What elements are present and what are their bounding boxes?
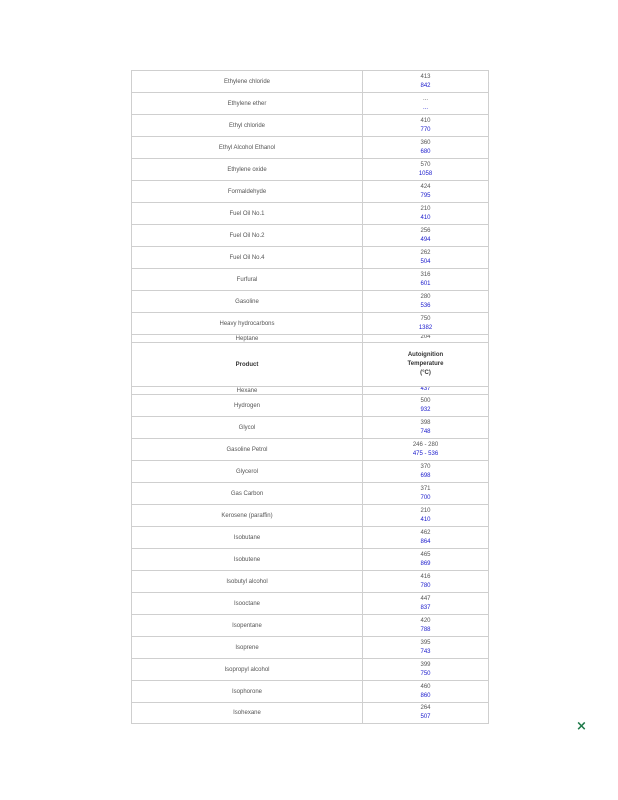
temperature-cell <box>363 505 488 526</box>
temp-c-value: 536 <box>420 302 431 309</box>
temp-c-value: 410 <box>420 516 431 523</box>
table-row <box>132 460 488 482</box>
temp-c-value: 837 <box>420 604 431 611</box>
close-icon[interactable]: × <box>576 719 587 734</box>
temperature-cell <box>363 225 488 246</box>
temp-f-value: 395 <box>420 639 431 646</box>
temperature-cell <box>363 637 488 658</box>
temp-f-value: 413 <box>420 73 431 80</box>
temp-f-value: 420 <box>420 617 431 624</box>
product-cell: Glycol <box>132 417 363 438</box>
temp-c-value: 860 <box>420 692 431 699</box>
table-row <box>132 246 488 268</box>
table-row <box>132 70 488 92</box>
product-cell: Kerosene (paraffin) <box>132 505 363 526</box>
table-row <box>132 92 488 114</box>
temp-c-value: 748 <box>420 428 431 435</box>
table-row <box>132 570 488 592</box>
temp-c-value: 601 <box>420 280 431 287</box>
temp-c-value: 780 <box>420 582 431 589</box>
temperature-cell <box>363 203 488 224</box>
temperature-cell <box>363 395 488 416</box>
product-header: Product <box>132 343 363 386</box>
temperature-cell <box>363 159 488 180</box>
product-cell: Fuel Oil No.2 <box>132 225 363 246</box>
temperature-cell <box>363 571 488 592</box>
temp-f-value: 460 <box>420 683 431 690</box>
temperature-cell <box>363 439 488 460</box>
product-cell: Ethyl Alcohol Ethanol <box>132 137 363 158</box>
table-row <box>132 268 488 290</box>
temp-c-value: 932 <box>420 406 431 413</box>
table-row <box>132 592 488 614</box>
temperature-cell <box>363 269 488 290</box>
temperature-cell <box>363 681 488 702</box>
temperature-cell <box>363 593 488 614</box>
temperature-header-line: (°C) <box>420 370 431 376</box>
temperature-cell <box>363 313 488 334</box>
product-cell: Isobutene <box>132 549 363 570</box>
temperature-cell <box>363 461 488 482</box>
temp-f-value: 750 <box>420 315 431 322</box>
product-cell: Ethyl chloride <box>132 115 363 136</box>
temperature-cell <box>363 703 488 723</box>
table-row <box>132 202 488 224</box>
temp-c-value: 494 <box>420 236 431 243</box>
temp-c-value: 1382 <box>418 324 433 331</box>
temp-c-value: 475 - 536 <box>412 450 439 457</box>
temp-c-value: 698 <box>420 472 431 479</box>
temp-f-value: 465 <box>420 551 431 558</box>
product-cell: Gas Carbon <box>132 483 363 504</box>
table-row <box>132 548 488 570</box>
product-cell: Isopentane <box>132 615 363 636</box>
autoignition-table <box>131 70 489 724</box>
product-cell: Heavy hydrocarbons <box>132 313 363 334</box>
temp-f-value: 416 <box>420 573 431 580</box>
table-row <box>132 394 488 416</box>
temp-f-value: 210 <box>420 507 431 514</box>
temp-f-value: 500 <box>420 397 431 404</box>
product-cell: Gasoline Petrol <box>132 439 363 460</box>
product-cell: Isooctane <box>132 593 363 614</box>
temperature-cell <box>363 71 488 92</box>
temperature-cell <box>363 137 488 158</box>
temp-f-value: 371 <box>420 485 431 492</box>
temp-c-value: 437 <box>420 387 431 392</box>
temperature-cell <box>363 247 488 268</box>
temperature-header <box>363 343 488 386</box>
table-row <box>132 136 488 158</box>
temperature-cell <box>363 291 488 312</box>
temp-c-value: 504 <box>420 258 431 265</box>
temperature-cell <box>363 335 488 342</box>
temp-c-value: 680 <box>420 148 431 155</box>
table-row <box>132 658 488 680</box>
temperature-cell <box>363 93 488 114</box>
temperature-cell <box>363 483 488 504</box>
temp-c-value: 842 <box>420 82 431 89</box>
table-row <box>132 312 488 334</box>
temp-f-value: 424 <box>420 183 431 190</box>
temp-c-value: 864 <box>420 538 431 545</box>
table-row <box>132 224 488 246</box>
temp-f-value: 246 - 280 <box>412 441 439 448</box>
temperature-header-line: Autoignition <box>407 352 444 358</box>
temperature-cell <box>363 615 488 636</box>
table-row <box>132 290 488 312</box>
product-cell: Heptane <box>132 335 363 342</box>
product-cell: Furfural <box>132 269 363 290</box>
temp-f-value: 399 <box>420 661 431 668</box>
table-row <box>132 636 488 658</box>
temp-c-value: 507 <box>420 714 431 720</box>
temperature-cell <box>363 181 488 202</box>
table-row <box>132 680 488 702</box>
product-cell: Isobutane <box>132 527 363 548</box>
table-row <box>132 386 488 394</box>
temp-f-value: 262 <box>420 249 431 256</box>
temp-c-value: 750 <box>420 670 431 677</box>
product-cell: Isobutyl alcohol <box>132 571 363 592</box>
temp-f-value: 256 <box>420 227 431 234</box>
temperature-cell <box>363 387 488 394</box>
temp-f-value: 462 <box>420 529 431 536</box>
temp-f-value: ... <box>422 95 428 102</box>
temp-c-value: 1058 <box>418 170 433 177</box>
temp-c-value: 770 <box>420 126 431 133</box>
product-cell: Formaldehyde <box>132 181 363 202</box>
temperature-cell <box>363 527 488 548</box>
temp-c-value: 788 <box>420 626 431 633</box>
product-cell: Glycerol <box>132 461 363 482</box>
table-row <box>132 158 488 180</box>
temp-f-value: 447 <box>420 595 431 602</box>
temperature-header-line: Temperature <box>407 361 444 367</box>
temperature-cell <box>363 659 488 680</box>
product-cell: Isopropyl alcohol <box>132 659 363 680</box>
temp-f-value: 570 <box>420 161 431 168</box>
table-row <box>132 438 488 460</box>
table-row <box>132 504 488 526</box>
table-row <box>132 702 488 724</box>
temperature-cell <box>363 417 488 438</box>
temp-f-value: 264 <box>420 705 431 711</box>
table-row <box>132 334 488 342</box>
temp-f-value: 204 <box>420 335 431 340</box>
temperature-cell <box>363 549 488 570</box>
table-row <box>132 114 488 136</box>
table-header-row <box>132 342 488 386</box>
temp-c-value: 869 <box>420 560 431 567</box>
product-cell: Isophorone <box>132 681 363 702</box>
temp-c-value: 410 <box>420 214 431 221</box>
temp-f-value: 316 <box>420 271 431 278</box>
table-row <box>132 614 488 636</box>
product-cell: Fuel Oil No.4 <box>132 247 363 268</box>
product-cell: Hydrogen <box>132 395 363 416</box>
product-cell: Hexane <box>132 387 363 394</box>
product-cell: Gasoline <box>132 291 363 312</box>
temp-f-value: 410 <box>420 117 431 124</box>
temp-c-value: 795 <box>420 192 431 199</box>
temp-c-value: 700 <box>420 494 431 501</box>
temp-f-value: 210 <box>420 205 431 212</box>
table-row <box>132 180 488 202</box>
product-cell: Fuel Oil No.1 <box>132 203 363 224</box>
table-row <box>132 482 488 504</box>
temp-f-value: 370 <box>420 463 431 470</box>
temp-c-value: 743 <box>420 648 431 655</box>
product-cell: Isoprene <box>132 637 363 658</box>
product-cell: Ethylene ether <box>132 93 363 114</box>
product-cell: Ethylene chloride <box>132 71 363 92</box>
product-cell: Isohexane <box>132 703 363 723</box>
temp-f-value: 398 <box>420 419 431 426</box>
temp-f-value: 360 <box>420 139 431 146</box>
temp-f-value: 280 <box>420 293 431 300</box>
temperature-cell <box>363 115 488 136</box>
product-cell: Ethylene oxide <box>132 159 363 180</box>
table-row <box>132 526 488 548</box>
temp-c-value: ... <box>422 104 428 111</box>
table-row <box>132 416 488 438</box>
